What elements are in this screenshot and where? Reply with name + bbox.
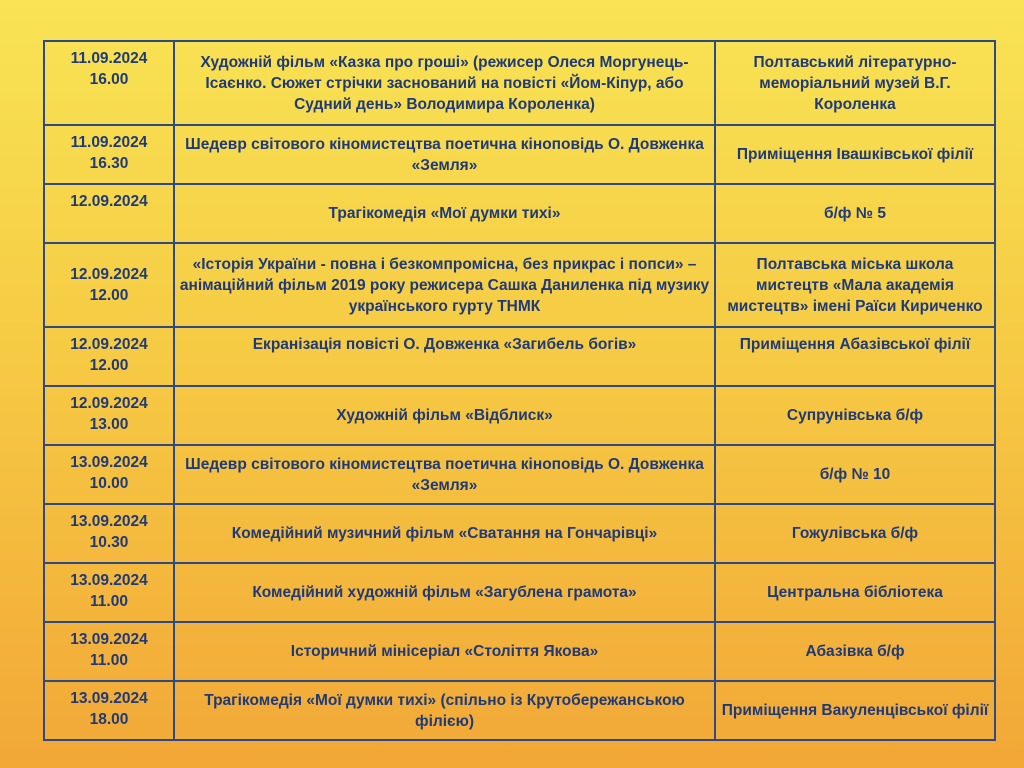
event-time: 16.30 [89, 155, 129, 172]
event-date: 13.09.2024 [70, 690, 148, 707]
date-cell [44, 327, 174, 386]
date-cell [44, 622, 174, 681]
venue-cell: Гожулівська б/ф [715, 504, 995, 563]
date-cell [44, 243, 174, 327]
date-cell [44, 445, 174, 504]
event-cell: Комедійний музичний фільм «Сватання на Гончарівці» [174, 504, 715, 563]
table-row [44, 681, 995, 740]
event-cell: Комедійний художній фільм «Загублена грамота» [174, 563, 715, 622]
event-time: 12.00 [89, 287, 129, 304]
event-cell: Художній фільм «Казка про гроші» (режисер Олеся Моргунець-Ісаєнко. Сюжет стрічки заснований на повісті «Йом-Кіпур, або Судний день» Володимира Короленка) [174, 41, 715, 125]
events-schedule-table [43, 40, 996, 741]
venue-cell: Абазівка б/ф [715, 622, 995, 681]
event-time: 10.30 [89, 534, 129, 551]
venue-cell: б/ф № 10 [715, 445, 995, 504]
event-cell: Історичний мінісеріал «Століття Якова» [174, 622, 715, 681]
event-date: 12.09.2024 [70, 193, 148, 210]
event-cell: Трагікомедія «Мої думки тихі» [174, 184, 715, 243]
event-cell: Екранізація повісті О. Довженка «Загибель богів» [174, 327, 715, 386]
table-row [44, 184, 995, 243]
table-row [44, 386, 995, 445]
event-cell: «Історія України - повна і безкомпромісна, без прикрас і попси» – анімаційний фільм 2019 року режисера Сашка Даниленка під музику українського гурту ТНМК [174, 243, 715, 327]
venue-cell: Полтавський літературно-меморіальний музей В.Г. Короленка [715, 41, 995, 125]
date-cell [44, 681, 174, 740]
venue-cell: Приміщення Вакуленцівської філії [715, 681, 995, 740]
event-cell: Шедевр світового кіномистецтва поетична кіноповідь О. Довженка «Земля» [174, 445, 715, 504]
event-time: 10.00 [89, 475, 129, 492]
event-date: 12.09.2024 [70, 266, 148, 283]
date-cell [44, 184, 174, 243]
table-row [44, 563, 995, 622]
event-cell: Шедевр світового кіномистецтва поетична кіноповідь О. Довженка «Земля» [174, 125, 715, 184]
table-row [44, 327, 995, 386]
venue-cell: Приміщення Івашківської філії [715, 125, 995, 184]
table-row [44, 125, 995, 184]
date-cell [44, 504, 174, 563]
table-row [44, 41, 995, 125]
event-date: 13.09.2024 [70, 454, 148, 471]
table-row [44, 622, 995, 681]
venue-cell: Полтавська міська школа мистецтв «Мала академія мистецтв» імені Раїси Кириченко [715, 243, 995, 327]
event-date: 13.09.2024 [70, 572, 148, 589]
table-row [44, 243, 995, 327]
table-row [44, 504, 995, 563]
event-time: 13.00 [89, 416, 129, 433]
event-date: 12.09.2024 [70, 336, 148, 353]
event-date: 12.09.2024 [70, 395, 148, 412]
event-date: 11.09.2024 [70, 134, 148, 151]
event-time: 16.00 [89, 71, 129, 88]
venue-cell: Супрунівська б/ф [715, 386, 995, 445]
event-time: 18.00 [89, 711, 129, 728]
venue-cell: б/ф № 5 [715, 184, 995, 243]
event-cell: Трагікомедія «Мої думки тихі» (спільно із Крутобережанською філією) [174, 681, 715, 740]
event-cell: Художній фільм «Відблиск» [174, 386, 715, 445]
event-time: 11.00 [90, 593, 128, 610]
event-date: 13.09.2024 [70, 513, 148, 530]
date-cell [44, 125, 174, 184]
date-cell [44, 41, 174, 125]
venue-cell: Центральна бібліотека [715, 563, 995, 622]
event-date: 11.09.2024 [70, 50, 148, 67]
event-time: 12.00 [89, 357, 129, 374]
date-cell [44, 563, 174, 622]
venue-cell: Приміщення Абазівської філії [715, 327, 995, 386]
date-cell [44, 386, 174, 445]
event-date: 13.09.2024 [70, 631, 148, 648]
table-row [44, 445, 995, 504]
event-time: 11.00 [90, 652, 128, 669]
